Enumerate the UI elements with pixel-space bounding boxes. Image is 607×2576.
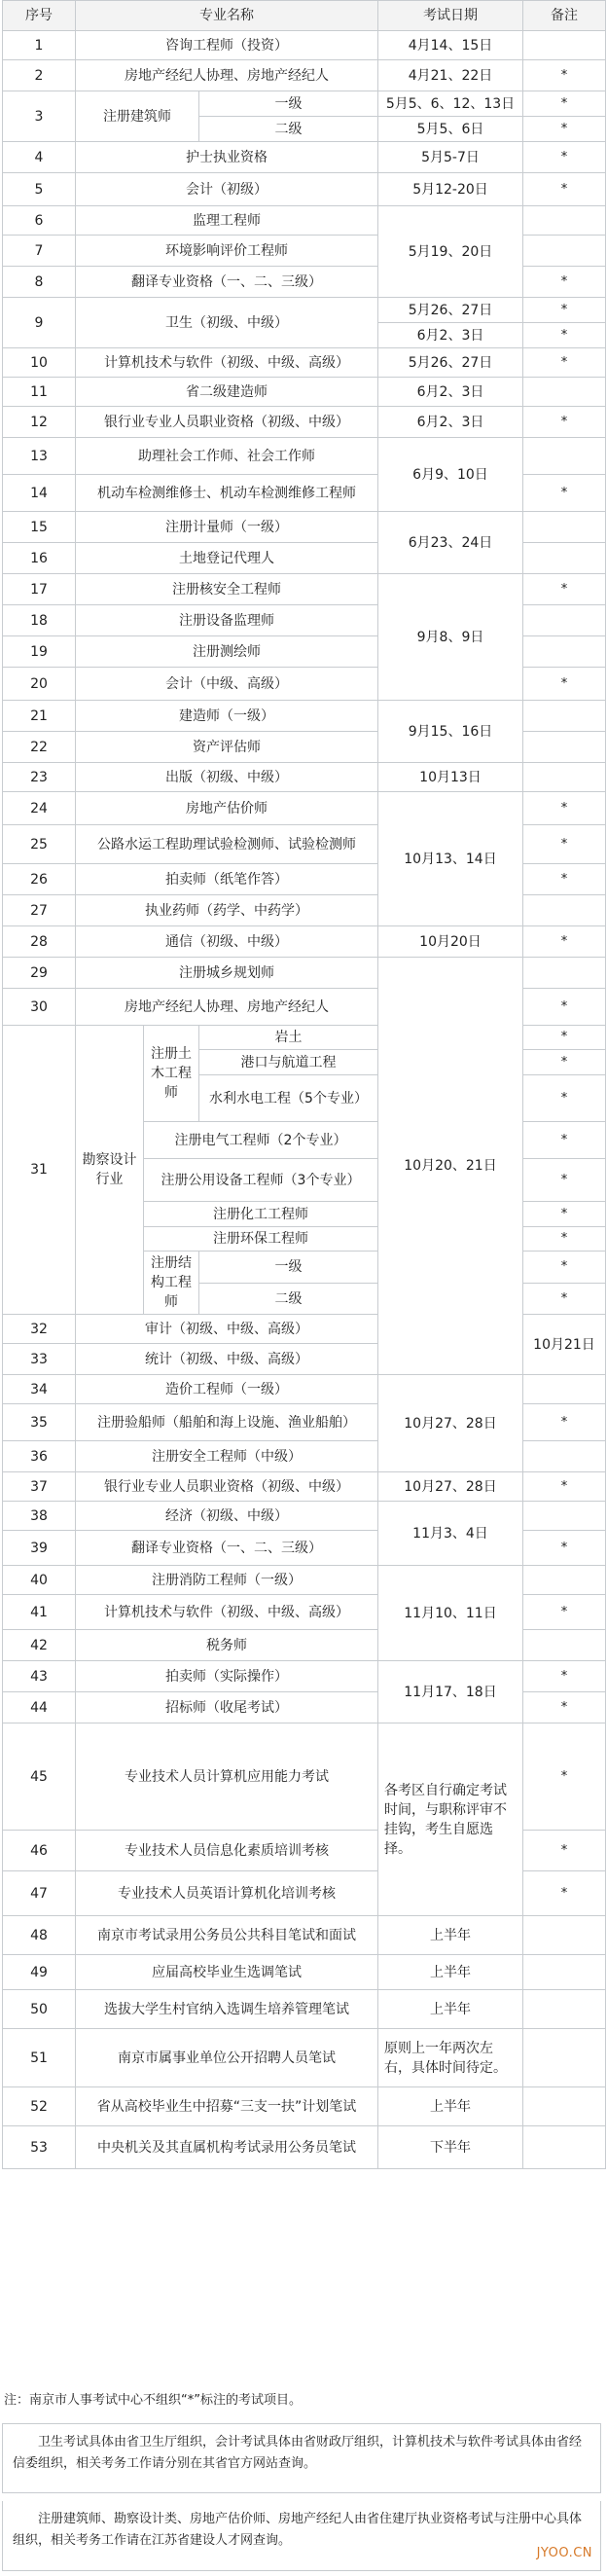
row-sub: 注册公用设备工程师（3个专业） bbox=[144, 1159, 378, 1202]
row-mark bbox=[523, 701, 606, 732]
row-no: 7 bbox=[3, 236, 76, 267]
row-date: 5月26、27日 bbox=[378, 348, 523, 378]
table-row bbox=[3, 378, 606, 407]
footer-box-1 bbox=[2, 2423, 601, 2493]
row-no: 6 bbox=[3, 206, 76, 236]
row-sub: 注册化工工程师 bbox=[144, 1202, 378, 1227]
table-row bbox=[3, 438, 606, 475]
row-mark: * bbox=[523, 267, 606, 298]
footer-box-2 bbox=[2, 2501, 601, 2571]
row-mark bbox=[523, 1916, 606, 1955]
row-no: 21 bbox=[3, 701, 76, 732]
row-date: 10月13、14日 bbox=[378, 792, 523, 926]
row-no: 38 bbox=[3, 1502, 76, 1531]
row-no: 9 bbox=[3, 298, 76, 348]
row-name: 会计（初级） bbox=[76, 173, 378, 206]
row-mark: * bbox=[523, 926, 606, 958]
row-no: 8 bbox=[3, 267, 76, 298]
row-date: 11月17、18日 bbox=[378, 1661, 523, 1723]
header-name: 专业名称 bbox=[76, 1, 378, 31]
row-mark bbox=[523, 1502, 606, 1531]
row-mark: * bbox=[523, 1075, 606, 1122]
table-row bbox=[3, 512, 606, 543]
row-no: 27 bbox=[3, 895, 76, 926]
row-name: 计算机技术与软件（初级、中级、高级） bbox=[76, 348, 378, 378]
row-mark: * bbox=[523, 574, 606, 605]
row-name: 拍卖师（实际操作） bbox=[76, 1661, 378, 1692]
row-name: 审计（初级、中级、高级） bbox=[76, 1315, 378, 1344]
row-no: 52 bbox=[3, 2087, 76, 2126]
row-name: 专业技术人员计算机应用能力考试 bbox=[76, 1723, 378, 1831]
row-name: 中央机关及其直属机构考试录用公务员笔试 bbox=[76, 2126, 378, 2169]
row-no: 19 bbox=[3, 636, 76, 668]
row-name: 注册城乡规划师 bbox=[76, 958, 378, 989]
row-no: 2 bbox=[3, 60, 76, 91]
row-name: 注册设备监理师 bbox=[76, 605, 378, 636]
row-mark: * bbox=[523, 1227, 606, 1252]
row-no: 46 bbox=[3, 1831, 76, 1871]
row-mark bbox=[523, 438, 606, 475]
table-row bbox=[3, 60, 606, 91]
row-name: 房地产经纪人协理、房地产经纪人 bbox=[76, 989, 378, 1026]
row-date: 上半年 bbox=[378, 1916, 523, 1955]
row-name: 专业技术人员信息化素质培训考核 bbox=[76, 1831, 378, 1871]
row-date: 4月14、15日 bbox=[378, 31, 523, 60]
row-name: 注册计量师（一级） bbox=[76, 512, 378, 543]
row-name: 选拔大学生村官纳入选调生培养管理笔试 bbox=[76, 1990, 378, 2029]
row-name: 咨询工程师（投资） bbox=[76, 31, 378, 60]
row-mark: * bbox=[523, 348, 606, 378]
table-row bbox=[3, 1566, 606, 1595]
row-date: 10月20日 bbox=[378, 926, 523, 958]
row-date: 10月27、28日 bbox=[378, 1375, 523, 1472]
row-mark bbox=[523, 1990, 606, 2029]
table-row bbox=[3, 31, 606, 60]
row-no: 39 bbox=[3, 1531, 76, 1566]
row-name: 房地产估价师 bbox=[76, 792, 378, 825]
header-row bbox=[3, 1, 606, 31]
row-mark: * bbox=[523, 1531, 606, 1566]
row-name: 环境影响评价工程师 bbox=[76, 236, 378, 267]
table-row bbox=[3, 1375, 606, 1404]
row-name: 应届高校毕业生选调笔试 bbox=[76, 1955, 378, 1990]
row-mark: * bbox=[523, 475, 606, 512]
row-mark bbox=[523, 895, 606, 926]
row-mark bbox=[523, 2126, 606, 2169]
table-row bbox=[3, 763, 606, 792]
row-no: 47 bbox=[3, 1871, 76, 1916]
row-no: 28 bbox=[3, 926, 76, 958]
row-mark: * bbox=[523, 792, 606, 825]
row-name: 护士执业资格 bbox=[76, 142, 378, 173]
row-no: 11 bbox=[3, 378, 76, 407]
row-sub: 一级 bbox=[199, 91, 378, 117]
header-date: 考试日期 bbox=[378, 1, 523, 31]
row-no: 50 bbox=[3, 1990, 76, 2029]
row-no: 43 bbox=[3, 1661, 76, 1692]
row-date: 5月26、27日 bbox=[378, 298, 523, 323]
row-mark bbox=[523, 543, 606, 574]
row-sub: 岩土 bbox=[199, 1026, 378, 1050]
row-mark bbox=[523, 958, 606, 989]
row-name: 公路水运工程助理试验检测师、试验检测师 bbox=[76, 825, 378, 864]
row-mark bbox=[523, 236, 606, 267]
watermark-logo: JYOO.CN bbox=[536, 2546, 592, 2560]
row-sub: 水利水电工程（5个专业） bbox=[199, 1075, 378, 1122]
row-name: 出版（初级、中级） bbox=[76, 763, 378, 792]
row-date: 6月23、24日 bbox=[378, 512, 523, 574]
row-name: 翻译专业资格（一、二、三级） bbox=[76, 267, 378, 298]
row-date: 各考区自行确定考试时间，与职称评审不挂钩，考生自愿选择。 bbox=[378, 1723, 523, 1916]
row-date: 上半年 bbox=[378, 1990, 523, 2029]
row-name: 土地登记代理人 bbox=[76, 543, 378, 574]
header-no: 序号 bbox=[3, 1, 76, 31]
row-no: 40 bbox=[3, 1566, 76, 1595]
row-no: 16 bbox=[3, 543, 76, 574]
row-name: 省从高校毕业生中招募“三支一扶”计划笔试 bbox=[76, 2087, 378, 2126]
row-mark: * bbox=[523, 825, 606, 864]
row-no: 15 bbox=[3, 512, 76, 543]
table-row bbox=[3, 1990, 606, 2029]
row-mark: * bbox=[523, 117, 606, 142]
row-date: 6月2、3日 bbox=[378, 378, 523, 407]
row-mark: * bbox=[523, 1871, 606, 1916]
row-name: 专业技术人员英语计算机化培训考核 bbox=[76, 1871, 378, 1916]
row-date: 10月27、28日 bbox=[378, 1472, 523, 1502]
row-mark: * bbox=[523, 1026, 606, 1050]
row-name: 建造师（一级） bbox=[76, 701, 378, 732]
row-date: 10月20、21日 bbox=[378, 958, 523, 1375]
table-row bbox=[3, 1723, 606, 1831]
row-no: 20 bbox=[3, 668, 76, 701]
table-row bbox=[3, 2087, 606, 2126]
table-row bbox=[3, 91, 606, 117]
row-name: 计算机技术与软件（初级、中级、高级） bbox=[76, 1595, 378, 1630]
row-date: 上半年 bbox=[378, 2087, 523, 2126]
row-mark bbox=[523, 732, 606, 763]
table-row bbox=[3, 2029, 606, 2087]
row-name: 会计（中级、高级） bbox=[76, 668, 378, 701]
row-mark bbox=[523, 636, 606, 668]
row-mark bbox=[523, 1566, 606, 1595]
table-row bbox=[3, 348, 606, 378]
row-name: 资产评估师 bbox=[76, 732, 378, 763]
row-name: 卫生（初级、中级） bbox=[76, 298, 378, 348]
row-no: 48 bbox=[3, 1916, 76, 1955]
row-subgroup: 注册结构工程师 bbox=[144, 1252, 199, 1315]
row-mark: * bbox=[523, 1661, 606, 1692]
row-mark: * bbox=[523, 1159, 606, 1202]
row-mark: * bbox=[523, 989, 606, 1026]
row-name: 拍卖师（纸笔作答） bbox=[76, 864, 378, 895]
row-sub: 注册环保工程师 bbox=[144, 1227, 378, 1252]
row-mark: * bbox=[523, 864, 606, 895]
row-no: 26 bbox=[3, 864, 76, 895]
footer-paragraph-1: 卫生考试具体由省卫生厅组织，会计考试具体由省财政厅组织，计算机技术与软件考试具体由省经信委组织，相关考务工作请分别在其省官方网站查询。 bbox=[13, 2435, 583, 2471]
row-date: 上半年 bbox=[378, 1955, 523, 1990]
row-mark: * bbox=[523, 1723, 606, 1831]
row-name: 助理社会工作师、社会工作师 bbox=[76, 438, 378, 475]
row-date: 9月8、9日 bbox=[378, 574, 523, 701]
row-no: 42 bbox=[3, 1630, 76, 1661]
table-row bbox=[3, 1502, 606, 1531]
row-name: 统计（初级、中级、高级） bbox=[76, 1344, 378, 1375]
row-no: 36 bbox=[3, 1441, 76, 1472]
row-name: 税务师 bbox=[76, 1630, 378, 1661]
row-name: 房地产经纪人协理、房地产经纪人 bbox=[76, 60, 378, 91]
row-mark: * bbox=[523, 298, 606, 323]
header-remark: 备注 bbox=[523, 1, 606, 31]
row-mark: * bbox=[523, 1122, 606, 1159]
row-mark bbox=[523, 2029, 606, 2087]
row-mark: * bbox=[523, 1050, 606, 1075]
row-mark: * bbox=[523, 668, 606, 701]
row-date: 11月3、4日 bbox=[378, 1502, 523, 1566]
row-no: 18 bbox=[3, 605, 76, 636]
row-no: 1 bbox=[3, 31, 76, 60]
row-date: 5月19、20日 bbox=[378, 206, 523, 298]
row-sub: 注册电气工程师（2个专业） bbox=[144, 1122, 378, 1159]
row-group: 勘察设计行业 bbox=[76, 1026, 144, 1315]
row-no: 51 bbox=[3, 2029, 76, 2087]
row-name: 翻译专业资格（一、二、三级） bbox=[76, 1531, 378, 1566]
table-row bbox=[3, 173, 606, 206]
row-no: 33 bbox=[3, 1344, 76, 1375]
row-date: 5月12-20日 bbox=[378, 173, 523, 206]
row-mark bbox=[523, 2087, 606, 2126]
row-mark: * bbox=[523, 60, 606, 91]
row-name: 执业药师（药学、中药学） bbox=[76, 895, 378, 926]
row-date: 6月2、3日 bbox=[378, 323, 523, 348]
table-row bbox=[3, 407, 606, 438]
row-mark: * bbox=[523, 142, 606, 173]
row-sub: 二级 bbox=[199, 117, 378, 142]
footer-paragraph-2: 注册建筑师、勘察设计类、房地产估价师、房地产经纪人由省住建厅执业资格考试与注册中心具体组织，相关考务工作请在江苏省建设人才网查询。 bbox=[13, 2512, 583, 2548]
row-name: 招标师（收尾考试） bbox=[76, 1692, 378, 1723]
row-name: 注册核安全工程师 bbox=[76, 574, 378, 605]
row-date: 11月10、11日 bbox=[378, 1566, 523, 1661]
row-date: 4月21、22日 bbox=[378, 60, 523, 91]
row-no: 37 bbox=[3, 1472, 76, 1502]
row-no: 35 bbox=[3, 1404, 76, 1441]
table-row bbox=[3, 958, 606, 989]
row-no: 10 bbox=[3, 348, 76, 378]
row-mark bbox=[523, 763, 606, 792]
row-name: 监理工程师 bbox=[76, 206, 378, 236]
row-no: 34 bbox=[3, 1375, 76, 1404]
row-no: 17 bbox=[3, 574, 76, 605]
table-row bbox=[3, 1916, 606, 1955]
row-name: 机动车检测维修士、机动车检测维修工程师 bbox=[76, 475, 378, 512]
exam-schedule-table bbox=[2, 0, 606, 2169]
row-no: 32 bbox=[3, 1315, 76, 1344]
row-no: 44 bbox=[3, 1692, 76, 1723]
row-date: 10月21日 bbox=[523, 1315, 606, 1375]
row-name: 经济（初级、中级） bbox=[76, 1502, 378, 1531]
row-name: 通信（初级、中级） bbox=[76, 926, 378, 958]
table-row bbox=[3, 298, 606, 323]
table-row bbox=[3, 574, 606, 605]
row-date: 5月5、6、12、13日 bbox=[378, 91, 523, 117]
row-mark bbox=[523, 1630, 606, 1661]
row-mark bbox=[523, 1955, 606, 1990]
row-subgroup: 注册土木工程师 bbox=[144, 1026, 199, 1122]
row-date: 原则上一年两次左右，具体时间待定。 bbox=[378, 2029, 523, 2087]
row-name: 南京市考试录用公务员公共科目笔试和面试 bbox=[76, 1916, 378, 1955]
row-name: 注册安全工程师（中级） bbox=[76, 1441, 378, 1472]
row-no: 31 bbox=[3, 1026, 76, 1315]
row-no: 49 bbox=[3, 1955, 76, 1990]
row-mark bbox=[523, 378, 606, 407]
row-mark: * bbox=[523, 1692, 606, 1723]
row-mark bbox=[523, 605, 606, 636]
row-no: 22 bbox=[3, 732, 76, 763]
row-no: 4 bbox=[3, 142, 76, 173]
row-date: 5月5-7日 bbox=[378, 142, 523, 173]
row-no: 53 bbox=[3, 2126, 76, 2169]
row-mark: * bbox=[523, 91, 606, 117]
row-date: 5月5、6日 bbox=[378, 117, 523, 142]
row-no: 24 bbox=[3, 792, 76, 825]
row-date: 9月15、16日 bbox=[378, 701, 523, 763]
table-row bbox=[3, 142, 606, 173]
table-row bbox=[3, 926, 606, 958]
row-mark: * bbox=[523, 173, 606, 206]
row-no: 13 bbox=[3, 438, 76, 475]
row-date: 6月2、3日 bbox=[378, 407, 523, 438]
row-no: 23 bbox=[3, 763, 76, 792]
table-row bbox=[3, 1661, 606, 1692]
row-mark: * bbox=[523, 323, 606, 348]
row-date: 下半年 bbox=[378, 2126, 523, 2169]
row-name: 省二级建造师 bbox=[76, 378, 378, 407]
row-no: 12 bbox=[3, 407, 76, 438]
row-mark: * bbox=[523, 1595, 606, 1630]
row-mark: * bbox=[523, 1404, 606, 1441]
row-no: 45 bbox=[3, 1723, 76, 1831]
row-name: 注册验船师（船舶和海上设施、渔业船舶） bbox=[76, 1404, 378, 1441]
row-no: 14 bbox=[3, 475, 76, 512]
row-mark: * bbox=[523, 1472, 606, 1502]
row-name: 注册建筑师 bbox=[76, 91, 199, 142]
table-row bbox=[3, 206, 606, 236]
row-mark: * bbox=[523, 407, 606, 438]
row-mark: * bbox=[523, 1252, 606, 1284]
table-row bbox=[3, 2126, 606, 2169]
row-mark bbox=[523, 1375, 606, 1404]
row-name: 南京市属事业单位公开招聘人员笔试 bbox=[76, 2029, 378, 2087]
row-no: 3 bbox=[3, 91, 76, 142]
table-row bbox=[3, 1472, 606, 1502]
row-mark bbox=[523, 512, 606, 543]
row-no: 29 bbox=[3, 958, 76, 989]
table-row bbox=[3, 1955, 606, 1990]
row-mark bbox=[523, 31, 606, 60]
row-mark: * bbox=[523, 1831, 606, 1871]
row-no: 5 bbox=[3, 173, 76, 206]
row-mark bbox=[523, 206, 606, 236]
table-row bbox=[3, 701, 606, 732]
row-mark bbox=[523, 1441, 606, 1472]
row-mark: * bbox=[523, 1202, 606, 1227]
row-name: 造价工程师（一级） bbox=[76, 1375, 378, 1404]
footnote: 注：南京市人事考试中心不组织“*”标注的考试项目。 bbox=[4, 2393, 302, 2408]
row-name: 注册消防工程师（一级） bbox=[76, 1566, 378, 1595]
row-date: 10月13日 bbox=[378, 763, 523, 792]
row-date: 6月9、10日 bbox=[378, 438, 523, 512]
row-sub: 二级 bbox=[199, 1284, 378, 1315]
table-row bbox=[3, 792, 606, 825]
row-mark: * bbox=[523, 1284, 606, 1315]
row-name: 银行业专业人员职业资格（初级、中级） bbox=[76, 407, 378, 438]
row-sub: 港口与航道工程 bbox=[199, 1050, 378, 1075]
row-no: 25 bbox=[3, 825, 76, 864]
row-no: 30 bbox=[3, 989, 76, 1026]
row-name: 银行业专业人员职业资格（初级、中级） bbox=[76, 1472, 378, 1502]
row-name: 注册测绘师 bbox=[76, 636, 378, 668]
row-sub: 一级 bbox=[199, 1252, 378, 1284]
row-no: 41 bbox=[3, 1595, 76, 1630]
